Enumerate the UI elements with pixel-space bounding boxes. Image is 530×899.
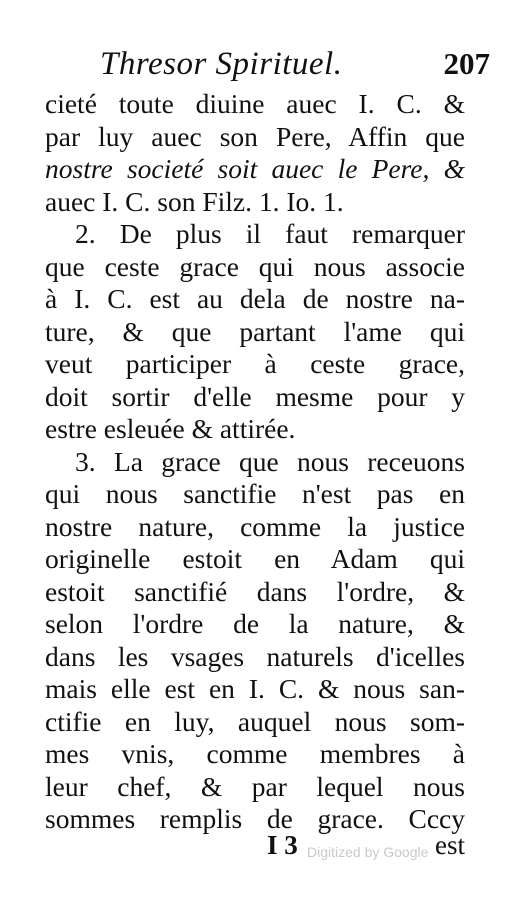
text-line: ctifie en luy, auquel nous som- xyxy=(45,705,465,737)
text-line: originelle estoit en Adam qui xyxy=(45,543,465,574)
text-line: auec I. C. son Filz. 1. Io. 1. xyxy=(45,185,344,217)
text-line: mes vnis, comme membres à xyxy=(45,738,465,769)
text-line: estoit sanctifié dans l'ordre, & xyxy=(45,575,465,607)
text-line: ture, & que partant l'ame qui xyxy=(45,315,465,347)
signature-mark: I 3 xyxy=(267,830,298,860)
text-line: sommes remplis de grace. Cccy xyxy=(45,803,465,834)
text-line: que ceste grace qui nous associe xyxy=(45,250,465,282)
page-footer xyxy=(45,830,465,870)
text-line: estre esleuée & attirée. xyxy=(45,413,296,444)
text-line: à I. C. est au dela de nostre na- xyxy=(45,283,465,314)
text-line: par luy auec son Pere, Affin que xyxy=(45,120,465,152)
running-title: Thresor Spirituel. xyxy=(100,46,343,82)
digitization-watermark: Digitized by Google xyxy=(307,844,429,860)
text-line: qui nous sanctifie n'est pas en xyxy=(45,478,465,509)
text-line: doit sortir d'elle mesme pour y xyxy=(45,380,465,412)
text-line: 3. La grace que nous receuons xyxy=(75,445,465,477)
text-line: mais elle est en I. C. & nous san- xyxy=(45,673,465,704)
page-number: 207 xyxy=(443,46,490,81)
body-text xyxy=(45,88,465,836)
text-line: cieté toute diuine auec I. C. & xyxy=(45,88,465,119)
text-line: veut participer à ceste grace, xyxy=(45,348,465,379)
text-line: 2. De plus il faut remarquer xyxy=(75,218,465,249)
text-line: nostre societé soit auec le Pere, & xyxy=(45,153,465,184)
text-line: leur chef, & par lequel nous xyxy=(45,770,465,802)
text-line: nostre nature, comme la justice xyxy=(45,510,465,542)
page-header xyxy=(50,44,490,88)
catchword: est xyxy=(435,830,465,860)
text-line: dans les vsages naturels d'icelles xyxy=(45,640,465,672)
text-line: selon l'ordre de la nature, & xyxy=(45,608,465,639)
